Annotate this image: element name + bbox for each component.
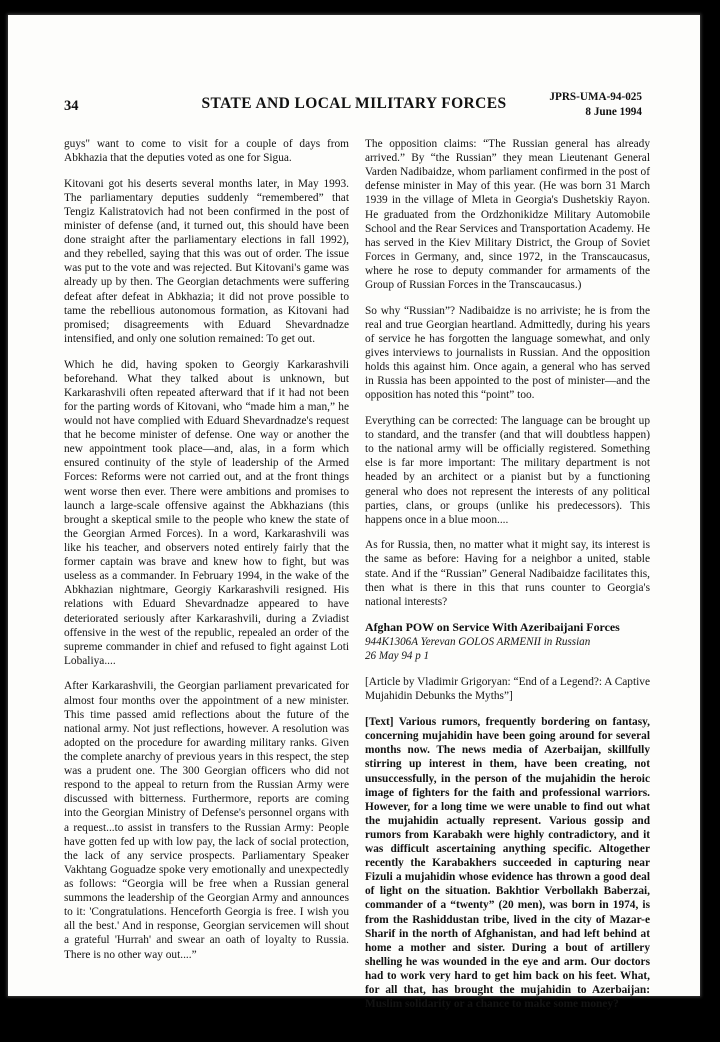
right-column bbox=[365, 137, 650, 1011]
report-date: 8 June 1994 bbox=[585, 105, 642, 118]
running-title: STATE AND LOCAL MILITARY FORCES bbox=[201, 95, 507, 112]
report-number: JPRS-UMA-94-025 bbox=[549, 91, 642, 103]
source-line: 944K1306A Yerevan GOLOS ARMENII in Russian bbox=[365, 635, 591, 648]
report-identifier bbox=[549, 90, 642, 120]
scanned-page bbox=[8, 15, 700, 1011]
paragraph: Everything can be corrected: The language can be brought up to standard, and the transfer (and that will doubtless happen) to the national army will be officially registered. Something else is far more important: The military department is not headed by an architect or a pianist but by a functioning general who does not represent the interests of any political parties, clans, or groups (unlike his predecessors). This happens once in a blue moon.... bbox=[365, 414, 650, 526]
source-line: 26 May 94 p 1 bbox=[365, 649, 430, 662]
paragraph: Kitovani got his deserts several months later, in May 1993. The parliamentary deputies suddenly “remembered” that Tengiz Kalistratovich had not been confirmed in the post of minister of defense (and, it turned out, this should have been done straight after the parliamentary elections in fall 1992), and they rebelled, saying that this was out of order. The issue was put to the vote and was rejected. But Kitovani's game was already up by then. The Georgian detachments were suffering defeat after defeat in Abkhazia; it did not prove possible to tame the rebellious autonomous formation, as Kitovani had promised; disagreements with Eduard Shevardnadze intensified, and only one solution remained: To get out. bbox=[64, 177, 349, 345]
source-citation bbox=[365, 636, 650, 664]
paragraph: As for Russia, then, no matter what it might say, its interest is the same as before: Having for a neighbor a united, stable state. And if the “Russian” General Nadibaidze facilitates this, then what is there in this that runs counter to Georgia's national interests? bbox=[365, 539, 650, 608]
article-credit: [Article by Vladimir Grigoryan: “End of a Legend?: A Captive Mujahidin Debunks the Myths”] bbox=[365, 676, 650, 703]
page-number: 34 bbox=[64, 98, 79, 114]
paragraph: The opposition claims: “The Russian general has already arrived.” By “the Russian” they mean Lieutenant General Varden Nadibaidze, whom parliament confirmed in the post of defense minister in May of this year. (He was born 31 March 1939 in the village of Mleta in Georgia's Dushetskiy Rayon. He graduated from the Ordzhonikidze Military Automobile School and the Rear Services and Transportation Academy. He has served in the Kiev Military District, the Group of Soviet Forces in Germany, and, since 1972, in the Transcaucasus, where he rose to deputy commander for armaments of the Group of Russian Forces in the Transcaucasus.) bbox=[365, 138, 650, 292]
paragraph: guys" want to come to visit for a couple of days from Abkhazia that the deputies voted as one for Sigua. bbox=[64, 138, 349, 165]
left-column bbox=[64, 137, 349, 1011]
paragraph: Which he did, having spoken to Georgiy Karkarashvili beforehand. What they talked about is unknown, but Karkarashvili often repeated afterward that if it had not been for the parting words of Kitovani, who “made him a man,” he would not have complied with Eduard Shevardnadze's request that he become minister of defense. One way or another the new appointment took place—and, alas, in a form which ensured continuity of the style of leadership of the Armed Forces: Reforms were not carried out, and at the front things went worse then ever. There were ambitions and promises to launch a large-scale offensive against the Abkhazians (this brought a skeptical smile to the people who knew the state of the Georgian Armed Forces). In a word, Karkarashvili was like his teacher, and observers noted entirely fairly that the former captain was brave and knew how to fight, but was useless as a commander. In February 1994, in the wake of the Abkhazian nightmare, Georgiy Karkarashvili resigned. His relations with Eduard Shevardnadze appeared to have deteriorated seriously after Karkarashvili, during a Zviadist offensive in the west of the republic, repealed an order of the supreme commander in chief and refused to fight against Loti Lobaliya.... bbox=[64, 358, 349, 667]
paragraph: So why “Russian”? Nadibaidze is no arriviste; he is from the real and true Georgian heartland. Admittedly, during his years of service he has forgotten the language somewhat, and only gives interviews to journalists in Russian. And the opposition holds this against him. Once again, a general who has served in Russia has been appointed to the post of minister—and the opposition has noted this “point” too. bbox=[365, 304, 650, 402]
article-text: [Text] Various rumors, frequently bordering on fantasy, concerning mujahidin have been going around for several months now. The news media of Azerbaijan, skillfully stirring up interest in them, have been creating, not unsuccessfully, in the person of the mujahidin the heroic image of fighters for the faith and professional warriors. However, for a long time we were unable to find out what the mujahidin actually represent. Various gossip and rumors from Karabakh were highly contradictory, and it was difficult ascertaining anything specific. Altogether recently the Karabakhers succeeded in capturing near Fizuli a mujahidin whose evidence has thrown a good deal of light on the situation. Bakhtior Verbollakh Baberzai, commander of a “twenty” (20 men), was born in 1974, is from the Rashiddustan tribe, lived in the city of Mazar-e Sharif in the north of Afghanistan, and had left behind at home a mother and sister. During a bout of artillery shelling he was wounded in the eye and arm. Our doctors had to work very hard to get him back on his feet. What, for all that, has brought the mujahidin to Azerbaijan: Muslim solidarity or a chance to make some money? bbox=[365, 716, 650, 1011]
body-columns bbox=[64, 137, 650, 1011]
paragraph: After Karkarashvili, the Georgian parliament prevaricated for almost four months over the appointment of a new minister. This time passed amid reflections about the future of the national army. Not just reflections, however. A resolution was adopted on the procedure for awarding military ranks. Given the complete anarchy of previous years in this respect, the step was a prudent one. The 300 Georgian officers who did not respond to the appeal to return from the Russian Army were discussed with bitterness. Furthermore, reports are coming into the Georgian Ministry of Defense's personnel organs with a request...to assist in transfers to the Russian Army: People have gotten fed up with low pay, the lack of social protection, the lack of any service prospects. Parliamentary Speaker Vakhtang Goguadze spoke very emotionally and unexpectedly as follows: “Georgia will be free when a Russian general summons the leadership of the Georgian Army and announces to it: 'Congratulations. Henceforth Georgia is free. I wish you all the best.' And in response, Georgian servicemen will shout a grateful 'Hurrah' and swear an oath of loyalty to Russia. There is no other way out....” bbox=[64, 680, 349, 961]
running-head bbox=[8, 90, 700, 124]
section-heading: Afghan POW on Service With Azeribaijani Forces bbox=[365, 620, 620, 635]
